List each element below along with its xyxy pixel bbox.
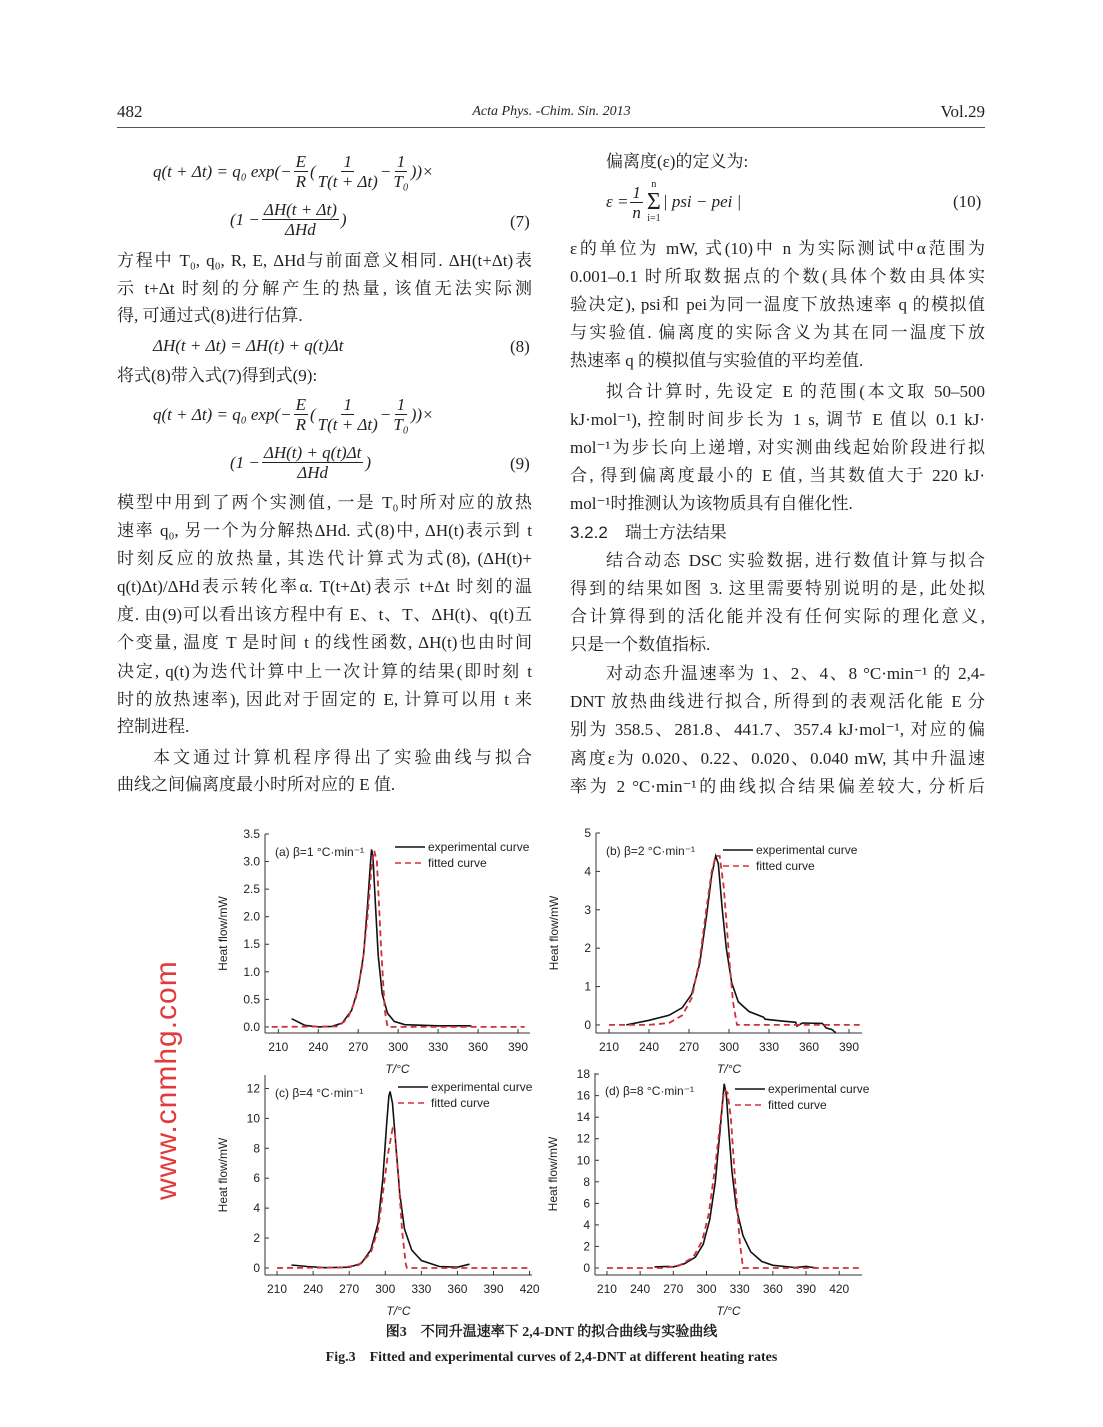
legend-label: experimental curve (756, 843, 858, 857)
x-tick-label: 390 (796, 1282, 817, 1296)
chart-c (205, 1070, 545, 1320)
x-tick-label: 270 (348, 1040, 369, 1054)
fitted-curve-line (609, 856, 860, 1025)
legend-label: fitted curve (756, 859, 815, 873)
legend-label: experimental curve (431, 1080, 533, 1094)
x-tick-label: 390 (838, 1040, 860, 1054)
y-tick-label: 5 (584, 826, 591, 840)
watermark: www.cnmhg.com (150, 960, 183, 1200)
eq-text: ( (309, 161, 316, 181)
x-tick-label: 360 (798, 1040, 820, 1054)
fraction (262, 443, 364, 482)
x-tick-label: 300 (696, 1282, 717, 1296)
figure-caption-zh: 图3 不同升温速率下 2,4-DNT 的拟合曲线与实验曲线 (385, 1325, 718, 1340)
volume: Vol.29 (940, 102, 985, 121)
y-tick-label: 3.5 (243, 827, 260, 841)
text-line: 将式(8)带入式(7)得到式(9): (117, 366, 318, 385)
x-tick-label: 210 (596, 1282, 617, 1296)
equation-8: ΔH(t + Δt) = ΔH(t) + q(t)Δt (153, 336, 344, 355)
text-line: 与实验值. 偏离度的实际含义为其在同一温度下放 (570, 323, 985, 342)
fraction (630, 183, 643, 222)
equation-7-line2 (230, 200, 347, 239)
experimental-curve-line (292, 849, 472, 1027)
x-tick-label: 330 (758, 1040, 780, 1054)
eq-text: ))× (410, 161, 434, 181)
y-axis-label: Heat flow/mW (216, 896, 230, 971)
fraction (262, 200, 339, 239)
text-line: 拟合计算时, 先设定 E 的范围(本文取 50–500 (606, 382, 985, 401)
y-tick-label: 18 (576, 1067, 590, 1082)
denominator: T₀ (393, 172, 409, 191)
y-tick-label: 0.5 (243, 992, 260, 1007)
y-tick-label: 2 (253, 1231, 260, 1246)
equation-number-10: (10) (953, 192, 982, 211)
eq-text: (1 − (230, 209, 260, 229)
denominator: n (632, 202, 641, 222)
header-rule (117, 127, 985, 128)
eq-text: − (379, 161, 392, 181)
text-line: 离度ε为 0.020、0.22、0.020、0.040 mW, 其中升温速 (570, 749, 985, 768)
text-line: 偏离度(ε)的定义为: (606, 152, 749, 171)
y-tick-label: 3 (584, 902, 591, 917)
sum-lower: i=1 (647, 213, 661, 224)
text-line: 合, 得到偏离度最小的 E 值, 当其数值大于 220 kJ· (570, 466, 985, 485)
summation (647, 180, 661, 224)
eq-text: ) (365, 452, 372, 472)
x-tick-label: 390 (507, 1040, 529, 1054)
x-tick-label: 270 (678, 1040, 700, 1054)
figure-caption-en: Fig.3 Fitted and experimental curves of 2,4-DNT at different heating rates (325, 1350, 778, 1365)
numerator: ΔH(t) + q(t)Δt (263, 443, 362, 462)
text-line: 验决定), psi和 pei为同一温度下放热速率 q 的模拟值 (570, 295, 985, 314)
fitted-curve-line (277, 1129, 530, 1268)
text-line: 对动态升温速率为 1、2、4、8 °C·min⁻¹ 的 2,4- (606, 664, 985, 683)
y-tick-label: 10 (246, 1111, 260, 1126)
eq-text: (1 − (230, 452, 260, 472)
denominator: T₀ (393, 415, 409, 434)
text-line: 结合动态 DSC 实验数据, 进行数值计算与拟合 (606, 551, 985, 570)
fraction (393, 395, 408, 434)
x-tick-label: 390 (483, 1282, 504, 1296)
numerator: ΔH(t + Δt) (263, 200, 337, 219)
text-line: 得, 可通过式(8)进行估算. (117, 306, 303, 325)
y-axis-label: Heat flow/mW (547, 895, 561, 971)
y-tick-label: 6 (583, 1196, 590, 1211)
equation-9-line2 (230, 443, 371, 482)
text-line: DNT 放热曲线进行拟合, 所得到的表观活化能 E 分 (570, 692, 985, 711)
eq-text: ε = (606, 192, 629, 211)
y-tick-label: 4 (583, 1217, 590, 1232)
text-line: ε的单位为 mW, 式(10)中 n 为实际测试中α范围为 (570, 239, 985, 258)
equation-number-7: (7) (510, 212, 530, 231)
x-tick-label: 420 (829, 1282, 850, 1296)
legend-label: fitted curve (431, 1096, 490, 1110)
y-tick-label: 2.5 (243, 882, 260, 897)
legend-label: fitted curve (768, 1098, 827, 1112)
y-tick-label: 2.0 (243, 909, 260, 924)
panel-label: (b) β=2 °C·min⁻¹ (606, 844, 696, 858)
legend-label: experimental curve (428, 840, 530, 854)
section-title: 瑞士方法结果 (624, 523, 727, 542)
numerator: 1 (343, 152, 352, 171)
denominator: ΔHd (285, 220, 316, 239)
text-line: 时的放热速率), 因此对于固定的 E, 计算可以用 t 来 (117, 690, 532, 709)
x-axis-label: T/°C (716, 1062, 742, 1076)
x-tick-label: 360 (447, 1282, 468, 1296)
x-tick-label: 210 (598, 1040, 620, 1054)
text-line: 度. 由(9)可以看出该方程中有 E、t、T、ΔH(t)、q(t)五 (117, 605, 532, 624)
experimental-curve-line (626, 856, 835, 1033)
text-line: 本文通过计算机程序得出了实验曲线与拟合 (153, 748, 532, 767)
y-tick-label: 0.0 (243, 1019, 260, 1034)
y-tick-label: 8 (583, 1174, 590, 1189)
text-line: 速率 q₀, 另一个为分解热ΔHd. 式(8)中, ΔH(t)表示到 t (117, 521, 532, 540)
text-line: 热速率 q 的模拟值与实验值的平均差值. (570, 351, 864, 370)
y-tick-label: 6 (253, 1171, 260, 1186)
text-line: 个变量, 温度 T 是时间 t 的线性函数, ΔH(t)也由时间 (117, 633, 532, 652)
denominator: R (295, 172, 306, 191)
text-line: 示 t+Δt 时刻的分解产生的热量, 该值无法实际测 (117, 279, 532, 298)
fraction (294, 395, 308, 434)
panel-label: (a) β=1 °C·min⁻¹ (275, 845, 365, 859)
panel-label: (d) β=8 °C·min⁻¹ (605, 1084, 695, 1098)
experimental-curve-line (292, 1092, 470, 1268)
y-tick-label: 1.0 (243, 964, 260, 979)
eq-text: ))× (410, 404, 434, 424)
eq-text: ) (340, 209, 347, 229)
text-line: 合计算得到的活化能并没有任何实际的理化意义, (570, 607, 985, 626)
y-tick-label: 4 (584, 864, 591, 879)
text-line: q(t)Δt)/ΔHd表示转化率α. T(t+Δt)表示 t+Δt 时刻的温 (117, 577, 532, 596)
x-tick-label: 270 (339, 1282, 360, 1296)
x-tick-label: 300 (388, 1040, 409, 1054)
chart-d (545, 1065, 885, 1318)
legend-label: fitted curve (428, 856, 487, 870)
x-tick-label: 210 (268, 1040, 289, 1054)
text-line: 时刻反应的放热量, 其迭代计算式为式(8), (ΔH(t)+ (117, 549, 532, 568)
y-tick-label: 3.0 (243, 854, 260, 869)
x-tick-label: 240 (638, 1040, 660, 1054)
y-tick-label: 16 (576, 1088, 590, 1103)
sum-sign: Σ (646, 189, 661, 215)
text-line: 曲线之间偏离度最小时所对应的 E 值. (117, 775, 396, 794)
denominator: R (295, 415, 306, 434)
x-axis-label: T/°C (386, 1304, 411, 1318)
equation-10 (606, 180, 741, 224)
text-line: 决定, q(t)为迭代计算中上一次计算的结果(即时刻 t (117, 662, 532, 681)
section-heading (570, 522, 985, 544)
x-tick-label: 330 (411, 1282, 432, 1296)
x-tick-label: 270 (663, 1282, 684, 1296)
y-tick-label: 2 (584, 941, 591, 956)
journal-title: Acta Phys. -Chim. Sin. 2013 (472, 104, 631, 119)
text-line: 模型中用到了两个实测值, 一是 T₀时所对应的放热 (117, 493, 532, 512)
y-tick-label: 14 (576, 1110, 590, 1125)
eq-text: q(t + Δt) = q₀ exp(− (153, 404, 292, 424)
x-tick-label: 360 (762, 1282, 783, 1296)
x-tick-label: 330 (428, 1040, 449, 1054)
x-tick-label: 210 (267, 1282, 288, 1296)
text-line: 得到的结果如图 3. 这里需要特别说明的是, 此处拟 (570, 579, 985, 598)
y-tick-label: 0 (253, 1260, 260, 1275)
denominator: T(t + Δt) (317, 415, 378, 434)
y-tick-label: 12 (576, 1131, 590, 1146)
numerator: 1 (343, 395, 352, 414)
x-tick-label: 240 (303, 1282, 324, 1296)
equation-number-9: (9) (510, 454, 530, 473)
x-tick-label: 330 (729, 1282, 750, 1296)
x-tick-label: 300 (718, 1040, 740, 1054)
y-tick-label: 0 (583, 1260, 590, 1275)
numerator: 1 (396, 395, 406, 414)
section-number: 3.2.2 (570, 523, 608, 542)
denominator: ΔHd (297, 463, 329, 482)
y-tick-label: 12 (246, 1081, 260, 1096)
denominator: T(t + Δt) (317, 172, 378, 191)
text-line: 别为 358.5、281.8、441.7、357.4 kJ·mol⁻¹, 对应的偏 (570, 720, 985, 739)
chart-a (205, 825, 545, 1075)
eq-text: | psi − pei | (662, 192, 742, 211)
y-axis-label: Heat flow/mW (216, 1137, 230, 1213)
y-tick-label: 1.5 (243, 937, 260, 952)
x-tick-label: 360 (468, 1040, 489, 1054)
text-line: 率为 2 °C·min⁻¹的曲线拟合结果偏差较大, 分析后 (570, 777, 985, 796)
y-tick-label: 2 (583, 1239, 590, 1254)
text-line: kJ·mol⁻¹), 控制时间步长为 1 s, 调节 E 值以 0.1 kJ· (570, 410, 985, 429)
equation-9-line1 (153, 395, 433, 434)
legend-label: experimental curve (768, 1082, 870, 1096)
text-line: 方程中 T₀, q₀, R, E, ΔHd与前面意义相同. ΔH(t+Δt)表 (117, 251, 532, 270)
x-tick-label: 420 (519, 1282, 540, 1296)
y-tick-label: 0 (584, 1017, 591, 1032)
numerator: E (295, 395, 306, 414)
x-tick-label: 240 (308, 1040, 329, 1054)
eq-text: − (379, 404, 392, 424)
x-axis-label: T/°C (716, 1304, 741, 1318)
x-tick-label: 300 (375, 1282, 396, 1296)
sum-upper: n (651, 179, 657, 190)
text-line: 0.001–0.1 时所取数据点的个数(具体个数由具体实 (570, 267, 985, 286)
y-tick-label: 8 (253, 1141, 260, 1156)
fraction (393, 152, 408, 191)
fraction (318, 152, 378, 191)
eq-text: q(t + Δt) = q₀ exp(− (153, 161, 292, 181)
fraction (318, 395, 378, 434)
text-line: mol⁻¹时推测认为该物质具有自催化性. (570, 494, 853, 513)
text-line: 只是一个数值指标. (570, 635, 711, 654)
text-line: mol⁻¹为步长向上递增, 对实测曲线起始阶段进行拟 (570, 438, 985, 457)
page-number: 482 (117, 102, 143, 121)
x-axis-label: T/°C (385, 1062, 410, 1076)
numerator: 1 (396, 152, 406, 171)
equation-7-line1 (153, 152, 433, 191)
chart-b (545, 825, 885, 1075)
numerator: E (295, 152, 306, 171)
equation-number-8: (8) (510, 337, 530, 356)
fitted-curve-line (607, 1090, 861, 1268)
panel-label: (c) β=4 °C·min⁻¹ (275, 1086, 364, 1100)
fitted-curve-line (272, 851, 525, 1027)
y-tick-label: 10 (576, 1153, 590, 1168)
x-tick-label: 240 (630, 1282, 651, 1296)
eq-text: ( (309, 404, 316, 424)
y-axis-label: Heat flow/mW (546, 1136, 560, 1212)
y-tick-label: 1 (584, 979, 591, 994)
y-tick-label: 4 (253, 1201, 260, 1216)
numerator: 1 (632, 182, 641, 202)
text-line: 控制进程. (117, 717, 190, 736)
fraction (294, 152, 308, 191)
